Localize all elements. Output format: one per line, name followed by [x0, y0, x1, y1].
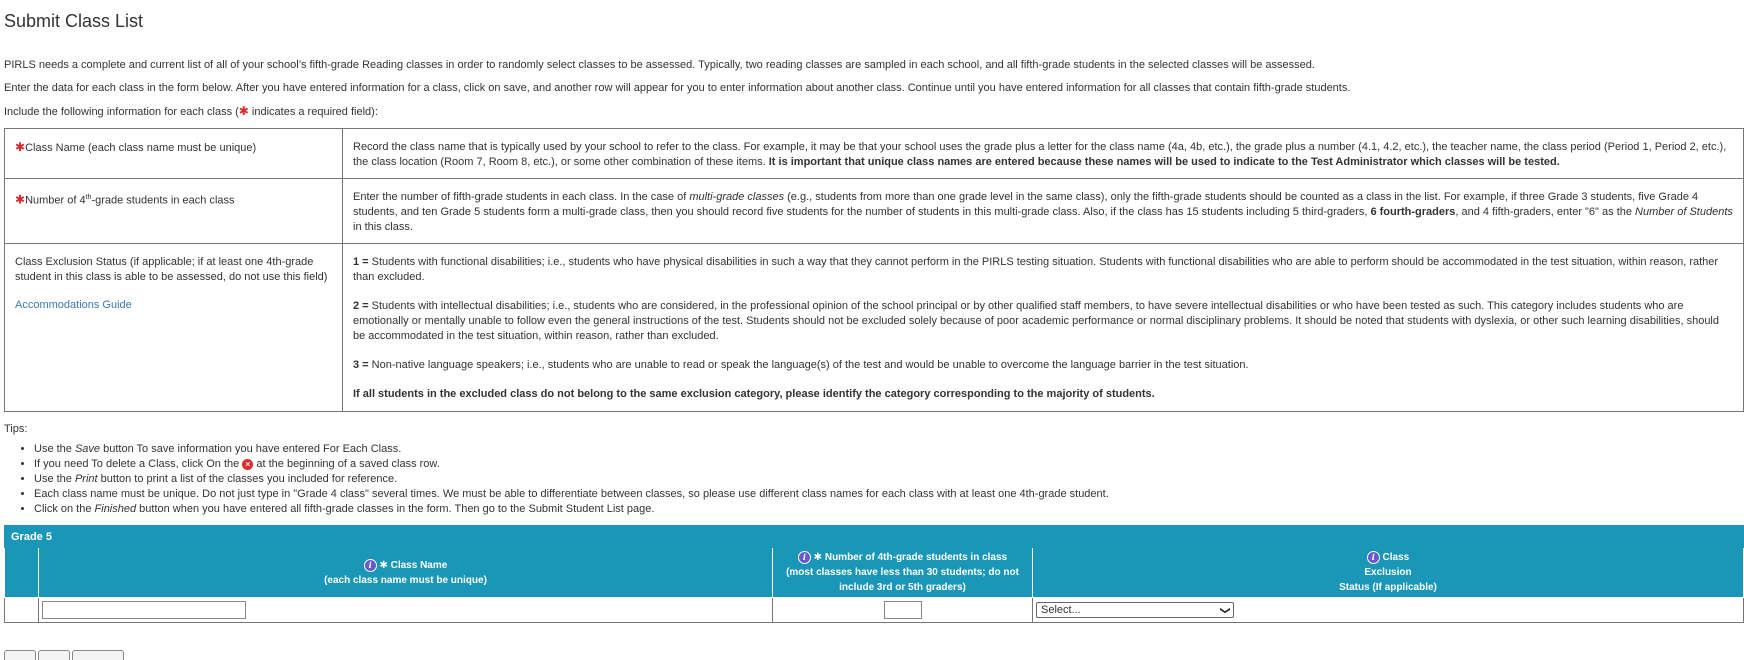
page-title: Submit Class List	[4, 11, 144, 31]
delete-icon: ✕	[242, 459, 253, 470]
num-students-header-l2: (most classes have less than 30 students; do not	[786, 567, 1019, 578]
class-name-desc: Record the class name that is typically used by your school to refer to the class. For example, it may be that your school uses the grade plus a letter for the class name (4a, 4b, etc.), the grade plus a number (4.1, 4.2, etc.), the teacher name, the class period (Period 1, Period 2, etc.), the class location (Room 7, Room 8, etc.), or some other combination of these items.	[353, 141, 1727, 168]
tip-5	[34, 502, 1744, 517]
info-icon[interactable]: i	[1367, 551, 1380, 564]
num-desc-italic: multi-grade classes	[689, 191, 785, 203]
required-star-icon: ✱	[15, 140, 26, 154]
intro-p3-start: Include the following information for each class (	[4, 106, 239, 118]
tip-1-italic: Save	[74, 443, 101, 455]
class-name-cell	[39, 598, 773, 623]
exclusion-header	[1033, 548, 1744, 598]
exclusion-header-l2: Exclusion	[1364, 567, 1412, 578]
exclusion-label: Class Exclusion Status (if applicable; if at least one 4th-grade student in this class is able to be assessed, do not use this field)	[15, 256, 328, 283]
info-desc-exclusion	[343, 244, 1744, 412]
num-label-a: Number of 4	[25, 194, 86, 207]
tip-1	[34, 442, 1744, 457]
exclusion-cell	[1033, 598, 1744, 623]
page	[0, 10, 1744, 660]
num-students-header-l3: include 3rd or 5th graders)	[839, 582, 966, 593]
tip-5-b: button when you have entered all fifth-grade classes in the form. Then go to the Submit Student List page.	[136, 503, 655, 515]
grade-title: Grade 5	[5, 526, 1744, 548]
chevron-down-icon: ❯	[1219, 605, 1231, 615]
num-desc-bold: 6 fourth-graders	[1370, 206, 1456, 218]
intro-paragraph-1: PIRLS needs a complete and current list of all of your school’s fifth-grade Reading classes in order to randomly select classes to be assessed. Typically, two reading classes are sampled in each school, and all fifth-grade students in the selected classes will be assessed.	[4, 59, 1315, 71]
exclusion-item-2-text: Students with intellectual disabilities; i.e., students who are considered, in the professional opinion of the school principal or by other qualified staff members, to have severe intellectual disabilities or who have been tested as such. This category includes students who are emotionally or mentally unable to follow even the general instructions of the test. Students should not be excluded solely because of poor academic performance or normal disciplinary problems. It should be noted that students with dyslexia, or other such learning disabilities, should be accommodated in the test situation, within reason, rather than excluded.	[353, 300, 1719, 342]
num-desc-3: , and 4 fifth-graders, enter "6" as the	[1455, 206, 1636, 218]
num-desc-4: in this class.	[353, 221, 413, 233]
exclusion-item-1-text: Students with functional disabilities; i.e., students who have physical disabilities in such a way that they cannot perform in the PIRLS testing situation. Students with functional disabilities who are able to perform should be accommodated in the test situation, within reason, rather than excluded.	[353, 256, 1719, 283]
exclusion-item-3-text: Non-native language speakers; i.e., students who are unable to read or speak the language(s) of the test and would be unable to overcome the language barrier in the test situation.	[368, 359, 1249, 371]
exclusion-header-l3: Status (If applicable)	[1339, 582, 1437, 593]
info-row-num-students	[5, 179, 1744, 244]
tip-5-italic: Finished	[94, 503, 137, 515]
exclusion-select[interactable]	[1036, 602, 1234, 618]
required-star-icon: ✱	[238, 104, 249, 118]
tip-1-b: button To save information you have entered For Each Class.	[100, 443, 402, 455]
intro-p3-end: indicates a required field):	[248, 106, 378, 118]
num-desc-2: (e.g., students from more than one grade level in the same class), only the fifth-grade students should be counted as a class in the list. For example, if three Grade 3 students, five Grade 4 students, and ten Grade 5 students form a multi-grade class, then you should record five students for the number of students in this multi-grade class. Also, if the class has 15 students including 5 third-graders,	[353, 191, 1699, 218]
tip-2-a: If you need To delete a Class, click On the	[34, 458, 243, 470]
exclusion-item-1	[353, 255, 1733, 285]
exclusion-note	[353, 387, 1733, 402]
info-desc-num-students	[343, 179, 1744, 244]
exclusion-note-text: If all students in the excluded class do not belong to the same exclusion category, please identify the category corresponding to the majority of students.	[353, 388, 1155, 400]
intro-paragraph-2: Enter the data for each class in the form below. After you have entered information for a class, click on save, and another row will appear for you to enter information about another class. Continue until you have entered information for all classes that contain fifth-grade students.	[4, 82, 1351, 94]
num-label-sup: th	[85, 194, 92, 201]
required-star-icon: ✱	[15, 192, 26, 207]
tip-5-a: Click on the	[34, 503, 95, 515]
print-button[interactable]	[38, 650, 70, 660]
num-desc-italic-2: Number of Students	[1635, 206, 1733, 218]
exclusion-select-value: Select...	[1041, 604, 1081, 616]
num-desc-1: Enter the number of fifth-grade students in each class. In the case of	[353, 191, 690, 203]
accommodations-guide-link[interactable]: Accommodations Guide	[15, 299, 132, 311]
exclusion-item-1-num: 1 =	[353, 256, 369, 268]
num-students-header: i ✱ Number of 4th-grade students in class (most classes have less than 30 students; do not include 3rd or 5th graders)	[773, 548, 1033, 598]
exclusion-item-2	[353, 299, 1733, 344]
class-name-desc-bold: It is important that unique class names are entered because these names will be used to indicate to the Test Administrator which classes will be tested.	[768, 156, 1560, 168]
info-icon[interactable]: i	[798, 551, 811, 564]
num-students-cell	[773, 598, 1033, 623]
exclusion-item-2-num: 2 =	[353, 300, 369, 312]
tip-2	[34, 457, 1744, 472]
intro-paragraph-3	[4, 104, 1744, 119]
class-name-header-l2: (each class name must be unique)	[324, 574, 487, 586]
tip-4: • Each class name must be unique. Do not just type in "Grade 4 class" several times. We must be able to differentiate between classes, so please use different class names for each class with at least one 4th-grade student.	[34, 487, 1744, 502]
class-input-row	[5, 598, 1744, 623]
num-students-input[interactable]	[884, 601, 922, 619]
tip-3-a: Use the	[34, 473, 75, 485]
finished-button[interactable]	[72, 650, 124, 660]
class-name-label: Class Name (each class name must be unique)	[25, 142, 257, 154]
tips-list	[4, 442, 1744, 517]
info-label-class-name	[5, 129, 343, 179]
action-buttons	[4, 650, 1744, 660]
exclusion-header-l1: Class	[1382, 552, 1410, 563]
class-name-header-l1: Class Name	[390, 559, 448, 571]
info-icon[interactable]: i	[364, 559, 377, 572]
delete-cell	[5, 598, 39, 623]
info-row-exclusion	[5, 244, 1744, 412]
exclusion-item-3	[353, 358, 1733, 373]
info-label-exclusion	[5, 244, 343, 412]
info-row-class-name	[5, 129, 1744, 179]
info-desc-class-name	[343, 129, 1744, 179]
num-label-b: -grade students in each class	[91, 194, 235, 207]
delete-column-header	[5, 548, 39, 598]
save-button[interactable]	[4, 650, 36, 660]
class-name-header: i ✱ Class Name (each class name must be unique)	[39, 548, 773, 598]
tips-label: Tips:	[4, 423, 28, 435]
tip-3-b: button to print a list of the classes you included for reference.	[97, 473, 398, 485]
tip-3	[34, 472, 1744, 487]
num-students-header-l1: Number of 4th-grade students in class	[824, 552, 1008, 563]
grade-header-row	[5, 548, 1744, 598]
tip-1-a: Use the	[34, 443, 75, 455]
field-info-table	[4, 128, 1744, 412]
grade-5-table	[4, 525, 1744, 623]
exclusion-item-3-num: 3 =	[353, 359, 369, 371]
tip-3-italic: Print	[74, 473, 98, 485]
tip-2-b: at the beginning of a saved class row.	[253, 458, 440, 470]
info-label-num-students	[5, 179, 343, 244]
class-name-input[interactable]	[42, 601, 246, 619]
